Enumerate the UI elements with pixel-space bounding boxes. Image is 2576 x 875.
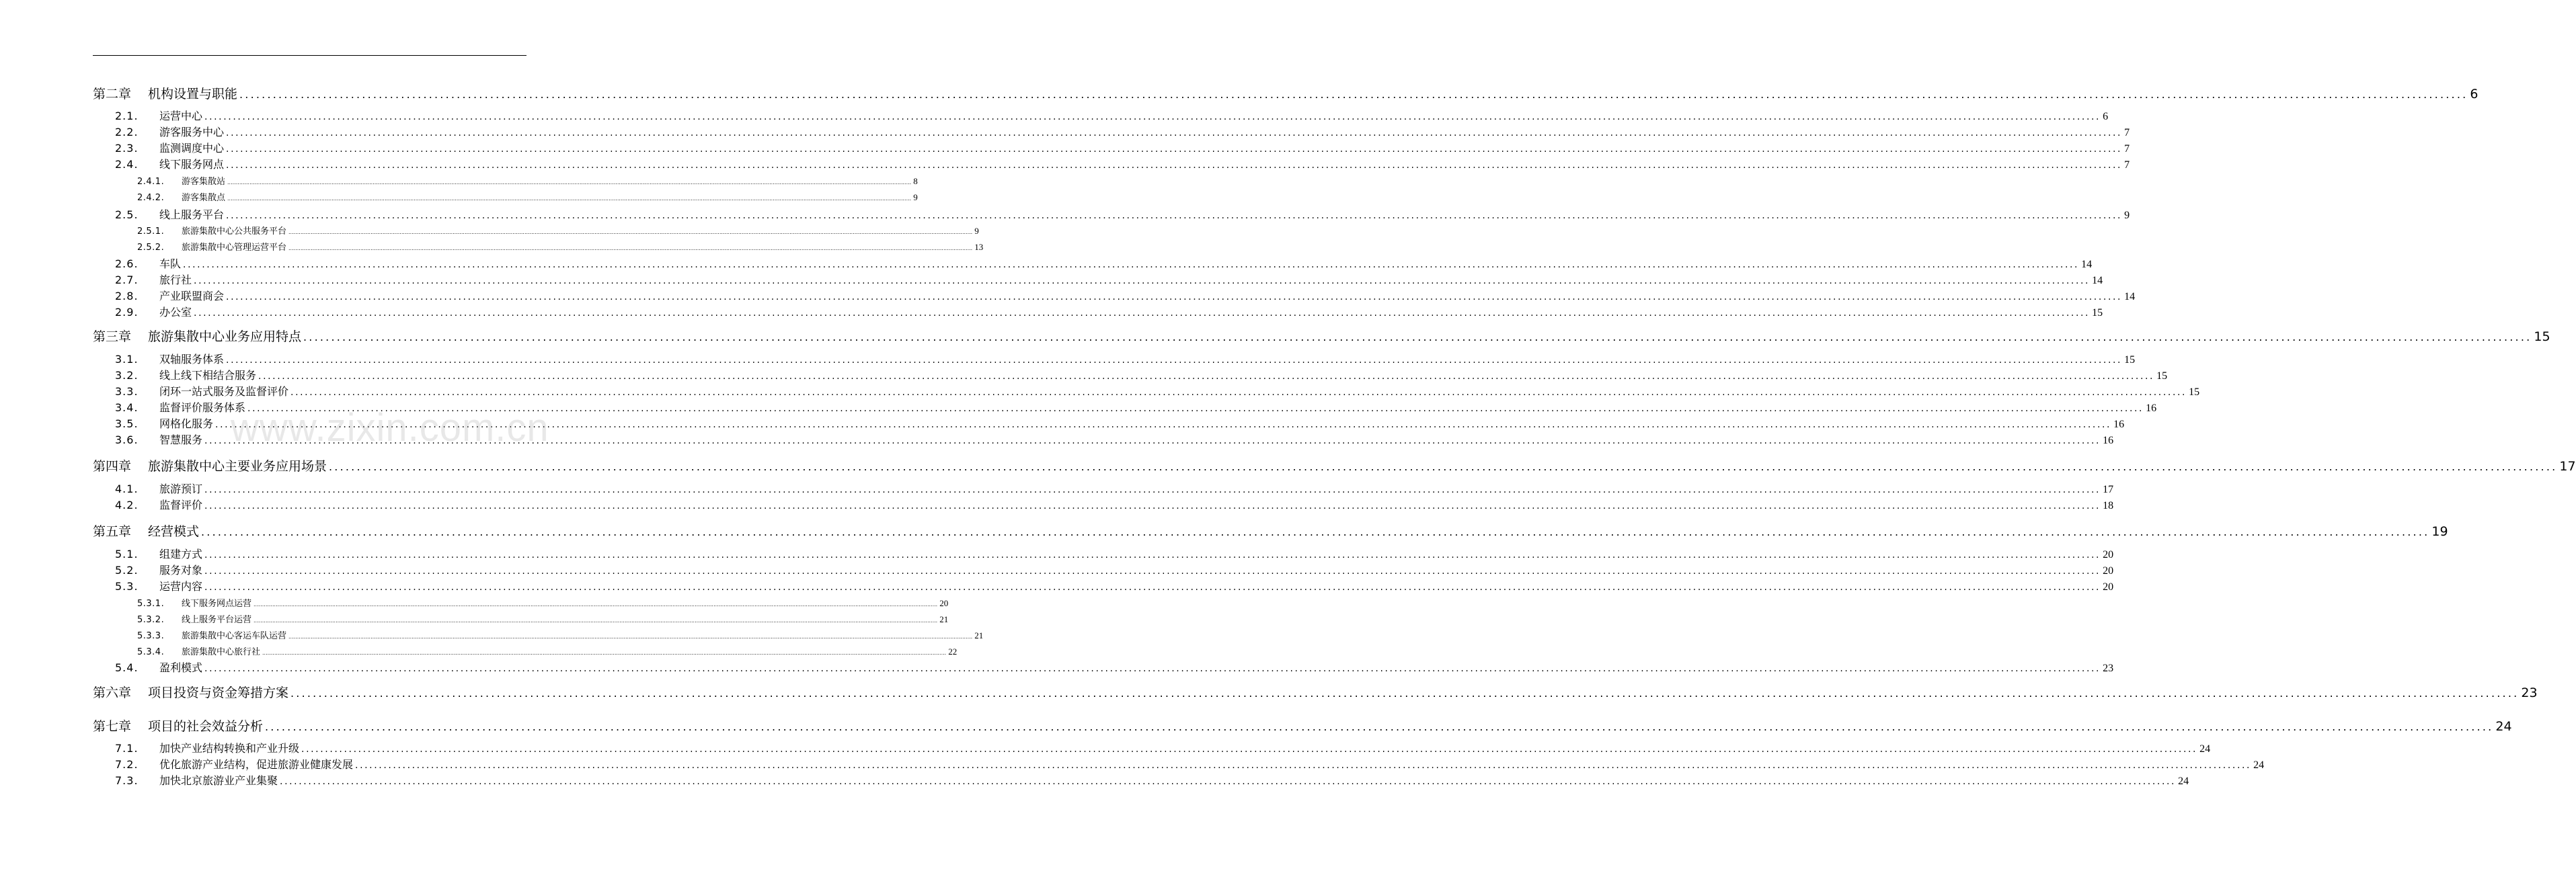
toc-entry-title: 加快北京旅游业产业集聚 <box>159 774 278 787</box>
toc-entry-title: 智慧服务 <box>159 433 203 446</box>
dot-leader: ................................................................................................................................................................................................................................................................................................................................................................................................................ <box>204 550 2101 560</box>
toc-entry-page-number: 15 <box>2156 370 2168 382</box>
toc-subsection-entry[interactable] <box>137 612 949 626</box>
toc-section-entry[interactable] <box>115 772 2189 787</box>
toc-entry-number: 第五章 <box>93 524 132 539</box>
toc-entry-page-number: 23 <box>2103 663 2114 674</box>
toc-chapter-entry[interactable] <box>93 84 2479 103</box>
dot-leader: ................................................................................................................................................................................................................................................................................................................................................................................................................ <box>288 245 973 251</box>
toc-entry-number: 4.1. <box>115 483 139 495</box>
toc-entry-number: 2.6. <box>115 257 139 270</box>
toc-entry-title: 加快产业结构转换和产业升级 <box>159 742 300 755</box>
dot-leader: ................................................................................................................................................................................................................................................................................................................................................................................................................ <box>215 419 2112 430</box>
dot-leader: ................................................................................................................................................................................................................................................................................................................................................................................................................ <box>303 331 2532 343</box>
dot-leader: ................................................................................................................................................................................................................................................................................................................................................................................................................ <box>204 566 2101 577</box>
toc-chapter-entry[interactable] <box>93 327 2550 345</box>
toc-entry-number: 3.6. <box>115 433 139 446</box>
toc-entry-number: 2.1. <box>115 110 139 122</box>
toc-entry-number: 第三章 <box>93 329 132 344</box>
toc-section-entry[interactable] <box>115 481 2114 495</box>
toc-entry-page-number: 16 <box>2103 435 2114 446</box>
dot-leader: ................................................................................................................................................................................................................................................................................................................................................................................................................ <box>288 634 973 640</box>
toc-entry-number: 3.2. <box>115 369 139 382</box>
toc-entry-number: 7.2. <box>115 758 139 771</box>
dot-leader: ................................................................................................................................................................................................................................................................................................................................................................................................................ <box>226 144 2123 155</box>
dot-leader: ................................................................................................................................................................................................................................................................................................................................................................................................................ <box>258 371 2155 382</box>
toc-chapter-entry[interactable] <box>93 683 2538 702</box>
toc-entry-title: 线下服务网点运营 <box>182 599 252 609</box>
toc-entry-title: 监督评价服务体系 <box>159 401 246 414</box>
toc-entry-page-number: 21 <box>974 630 984 640</box>
toc-entry-number: 2.5.1. <box>137 226 165 237</box>
dot-leader: ................................................................................................................................................................................................................................................................................................................................................................................................................ <box>226 355 2123 366</box>
toc-entry-title: 双轴服务体系 <box>159 353 225 366</box>
toc-section-entry[interactable] <box>115 367 2168 382</box>
toc-entry-number: 2.4. <box>115 158 139 171</box>
toc-entry-title: 旅游集散中心管理运营平台 <box>182 243 287 253</box>
toc-entry-title: 游客集散点 <box>182 193 226 203</box>
dot-leader: ................................................................................................................................................................................................................................................................................................................................................................................................................ <box>201 526 2430 538</box>
toc-entry-number: 5.3.2. <box>137 615 165 625</box>
toc-section-entry[interactable] <box>115 659 2114 674</box>
top-rule <box>93 55 526 56</box>
toc-entry-page-number: 14 <box>2124 291 2136 302</box>
toc-entry-number: 第七章 <box>93 719 132 734</box>
toc-section-entry[interactable] <box>115 304 2103 319</box>
toc-section-entry[interactable] <box>115 383 2200 398</box>
toc-entry-title: 运营中心 <box>159 110 203 122</box>
dot-leader: ................................................................................................................................................................................................................................................................................................................................................................................................................ <box>204 663 2101 674</box>
toc-entry-page-number: 14 <box>2092 275 2103 286</box>
toc-entry-page-number: 17 <box>2103 484 2114 495</box>
toc-entry-page-number: 19 <box>2431 524 2448 539</box>
toc-entry-page-number: 24 <box>2178 776 2189 787</box>
toc-entry-title: 经营模式 <box>148 524 200 539</box>
toc-entry-title: 旅游集散中心旅行社 <box>182 647 261 657</box>
toc-entry-title: 服务对象 <box>159 564 203 577</box>
toc-entry-number: 2.4.2. <box>137 193 165 203</box>
toc-entry-title: 优化旅游产业结构，促进旅游业健康发展 <box>159 758 354 771</box>
toc-entry-page-number: 13 <box>974 242 984 252</box>
dot-leader: ................................................................................................................................................................................................................................................................................................................................................................................................................ <box>253 601 938 608</box>
dot-leader: ................................................................................................................................................................................................................................................................................................................................................................................................................ <box>247 403 2144 414</box>
dot-leader: ................................................................................................................................................................................................................................................................................................................................................................................................................ <box>226 128 2123 138</box>
toc-entry-number: 7.3. <box>115 774 139 787</box>
toc-entry-page-number: 17 <box>2559 459 2576 474</box>
toc-section-entry[interactable] <box>115 415 2125 430</box>
toc-entry-number: 第六章 <box>93 685 132 700</box>
toc-entry-page-number: 6 <box>2470 87 2479 101</box>
toc-entry-number: 2.8. <box>115 290 139 302</box>
toc-entry-number: 5.3.1. <box>137 599 165 609</box>
toc-subsection-entry[interactable] <box>137 224 979 237</box>
toc-entry-page-number: 18 <box>2103 500 2114 511</box>
toc-entry-title: 网格化服务 <box>159 417 214 430</box>
toc-entry-title: 办公室 <box>159 306 192 319</box>
toc-entry-title: 线上线下相结合服务 <box>159 369 257 382</box>
toc-entry-number: 2.5.2. <box>137 243 165 253</box>
toc-section-entry[interactable] <box>115 351 2136 366</box>
dot-leader: ................................................................................................................................................................................................................................................................................................................................................................................................................ <box>227 196 912 202</box>
dot-leader: ................................................................................................................................................................................................................................................................................................................................................................................................................ <box>194 276 2091 286</box>
toc-section-entry[interactable] <box>115 497 2114 511</box>
toc-entry-title: 项目的社会效益分析 <box>148 719 264 734</box>
toc-entry-page-number: 9 <box>974 226 979 236</box>
toc-entry-number: 5.1. <box>115 548 139 560</box>
toc-subsection-entry[interactable] <box>137 190 918 204</box>
toc-entry-page-number: 20 <box>2103 549 2114 560</box>
toc-entry-title: 游客集散站 <box>182 177 226 187</box>
toc-entry-title: 运营内容 <box>159 580 203 593</box>
dot-leader: ................................................................................................................................................................................................................................................................................................................................................................................................................ <box>355 760 2252 771</box>
dot-leader: ................................................................................................................................................................................................................................................................................................................................................................................................................ <box>265 720 2494 733</box>
toc-entry-page-number: 14 <box>2081 259 2093 270</box>
toc-section-entry[interactable] <box>115 578 2114 593</box>
toc-section-entry[interactable] <box>115 288 2136 302</box>
toc-subsection-entry[interactable] <box>137 628 984 642</box>
toc-entry-title: 旅游集散中心业务应用特点 <box>148 329 302 344</box>
dot-leader: ................................................................................................................................................................................................................................................................................................................................................................................................................ <box>226 210 2123 221</box>
toc-entry-title: 旅游集散中心客运车队运营 <box>182 631 287 641</box>
toc-entry-page-number: 7 <box>2124 143 2130 155</box>
toc-entry-title: 线下服务网点 <box>159 158 225 171</box>
toc-entry-page-number: 16 <box>2113 419 2125 430</box>
dot-leader: ................................................................................................................................................................................................................................................................................................................................................................................................................ <box>239 88 2468 101</box>
toc-subsection-entry[interactable] <box>137 240 984 253</box>
toc-section-entry[interactable] <box>115 562 2114 577</box>
toc-section-entry[interactable] <box>115 140 2130 155</box>
dot-leader: ................................................................................................................................................................................................................................................................................................................................................................................................................ <box>253 618 938 624</box>
dot-leader: ................................................................................................................................................................................................................................................................................................................................................................................................................ <box>204 485 2101 495</box>
toc-section-entry[interactable] <box>115 546 2114 560</box>
toc-entry-number: 5.3.3. <box>137 631 165 641</box>
toc-entry-page-number: 7 <box>2124 127 2130 138</box>
toc-entry-page-number: 16 <box>2146 403 2157 414</box>
toc-entry-title: 旅游预订 <box>159 483 203 495</box>
toc-entry-title: 组建方式 <box>159 548 203 560</box>
toc-section-entry[interactable] <box>115 206 2130 221</box>
toc-entry-page-number: 15 <box>2534 329 2550 344</box>
toc-entry-title: 旅游集散中心公共服务平台 <box>182 226 287 237</box>
toc-entry-page-number: 20 <box>939 598 949 608</box>
toc-entry-title: 盈利模式 <box>159 661 203 674</box>
toc-section-entry[interactable] <box>115 272 2103 286</box>
toc-entry-title: 车队 <box>159 257 182 270</box>
toc-entry-page-number: 24 <box>2199 743 2211 755</box>
toc-chapter-entry[interactable] <box>93 456 2576 475</box>
dot-leader: ................................................................................................................................................................................................................................................................................................................................................................................................................ <box>290 387 2187 398</box>
toc-entry-number: 5.4. <box>115 661 139 674</box>
toc-entry-title: 监测调度中心 <box>159 142 225 155</box>
dot-leader: ................................................................................................................................................................................................................................................................................................................................................................................................................ <box>194 308 2091 319</box>
dot-leader: ................................................................................................................................................................................................................................................................................................................................................................................................................ <box>301 744 2198 755</box>
toc-entry-page-number: 15 <box>2124 354 2136 366</box>
toc-entry-number: 2.2. <box>115 126 139 138</box>
toc-entry-number: 3.4. <box>115 401 139 414</box>
toc-entry-number: 2.4.1. <box>137 177 165 187</box>
toc-section-entry[interactable] <box>115 756 2265 771</box>
toc-entry-page-number: 24 <box>2495 719 2512 734</box>
toc-entry-number: 4.2. <box>115 499 139 511</box>
dot-leader: ................................................................................................................................................................................................................................................................................................................................................................................................................ <box>280 776 2177 787</box>
toc-entry-number: 3.3. <box>115 385 139 398</box>
toc-entry-title: 机构设置与职能 <box>148 87 238 101</box>
dot-leader: ................................................................................................................................................................................................................................................................................................................................................................................................................ <box>227 179 912 185</box>
toc-entry-page-number: 20 <box>2103 581 2114 593</box>
dot-leader: ................................................................................................................................................................................................................................................................................................................................................................................................................ <box>226 160 2123 171</box>
watermark: www.zixin.com.cn <box>231 406 549 450</box>
toc-entry-page-number: 22 <box>948 647 958 657</box>
toc-entry-number: 2.5. <box>115 208 139 221</box>
dot-leader: ................................................................................................................................................................................................................................................................................................................................................................................................................ <box>226 292 2123 302</box>
toc-section-entry[interactable] <box>115 108 2109 122</box>
toc-entry-page-number: 9 <box>913 192 918 202</box>
toc-entry-title: 游客服务中心 <box>159 126 225 138</box>
toc-entry-title: 线上服务平台 <box>159 208 225 221</box>
toc-subsection-entry[interactable] <box>137 174 918 188</box>
toc-entry-number: 7.1. <box>115 742 139 755</box>
toc-chapter-entry[interactable] <box>93 716 2512 735</box>
dot-leader: ................................................................................................................................................................................................................................................................................................................................................................................................................ <box>262 650 947 656</box>
toc-entry-page-number: 20 <box>2103 565 2114 577</box>
toc-entry-page-number: 15 <box>2189 386 2200 398</box>
toc-entry-title: 闭环一站式服务及监督评价 <box>159 385 289 398</box>
toc-entry-title: 旅游集散中心主要业务应用场景 <box>148 459 327 474</box>
dot-leader: ................................................................................................................................................................................................................................................................................................................................................................................................................ <box>329 460 2558 473</box>
toc-entry-page-number: 24 <box>2253 759 2265 771</box>
toc-entry-number: 3.1. <box>115 353 139 366</box>
toc-subsection-entry[interactable] <box>137 596 949 610</box>
toc-section-entry[interactable] <box>115 156 2130 171</box>
toc-entry-number: 5.3.4. <box>137 647 165 657</box>
toc-entry-page-number: 8 <box>913 176 918 186</box>
toc-entry-number: 5.3. <box>115 580 139 593</box>
toc-section-entry[interactable] <box>115 255 2093 270</box>
dot-leader: ................................................................................................................................................................................................................................................................................................................................................................................................................ <box>204 501 2101 511</box>
toc-entry-number: 第二章 <box>93 87 132 101</box>
dot-leader: ................................................................................................................................................................................................................................................................................................................................................................................................................ <box>288 229 973 235</box>
toc-entry-number: 2.3. <box>115 142 139 155</box>
dot-leader: ................................................................................................................................................................................................................................................................................................................................................................................................................ <box>204 582 2101 593</box>
toc-entry-title: 监督评价 <box>159 499 203 511</box>
dot-leader: ................................................................................................................................................................................................................................................................................................................................................................................................................ <box>183 259 2080 270</box>
toc-entry-page-number: 9 <box>2124 210 2130 221</box>
toc-entry-title: 产业联盟商会 <box>159 290 225 302</box>
toc-entry-number: 2.7. <box>115 274 139 286</box>
toc-entry-page-number: 6 <box>2103 111 2109 122</box>
toc-entry-page-number: 15 <box>2092 307 2103 319</box>
toc-section-entry[interactable] <box>115 740 2211 755</box>
toc-entry-title: 线上服务平台运营 <box>182 615 252 625</box>
toc-subsection-entry[interactable] <box>137 644 958 658</box>
toc-entry-page-number: 21 <box>939 614 949 624</box>
toc-entry-page-number: 23 <box>2521 685 2538 700</box>
toc-chapter-entry[interactable] <box>93 522 2448 540</box>
toc-entry-number: 第四章 <box>93 459 132 474</box>
toc-section-entry[interactable] <box>115 431 2114 446</box>
dot-leader: ................................................................................................................................................................................................................................................................................................................................................................................................................ <box>290 687 2520 700</box>
toc-entry-number: 2.9. <box>115 306 139 319</box>
toc-entry-page-number: 7 <box>2124 159 2130 171</box>
dot-leader: ................................................................................................................................................................................................................................................................................................................................................................................................................ <box>204 112 2101 122</box>
toc-entry-title: 旅行社 <box>159 274 192 286</box>
toc-section-entry[interactable] <box>115 399 2157 414</box>
toc-entry-number: 5.2. <box>115 564 139 577</box>
dot-leader: ................................................................................................................................................................................................................................................................................................................................................................................................................ <box>204 435 2101 446</box>
toc-entry-number: 3.5. <box>115 417 139 430</box>
toc-entry-title: 项目投资与资金筹措方案 <box>148 685 289 700</box>
toc-section-entry[interactable] <box>115 124 2130 138</box>
